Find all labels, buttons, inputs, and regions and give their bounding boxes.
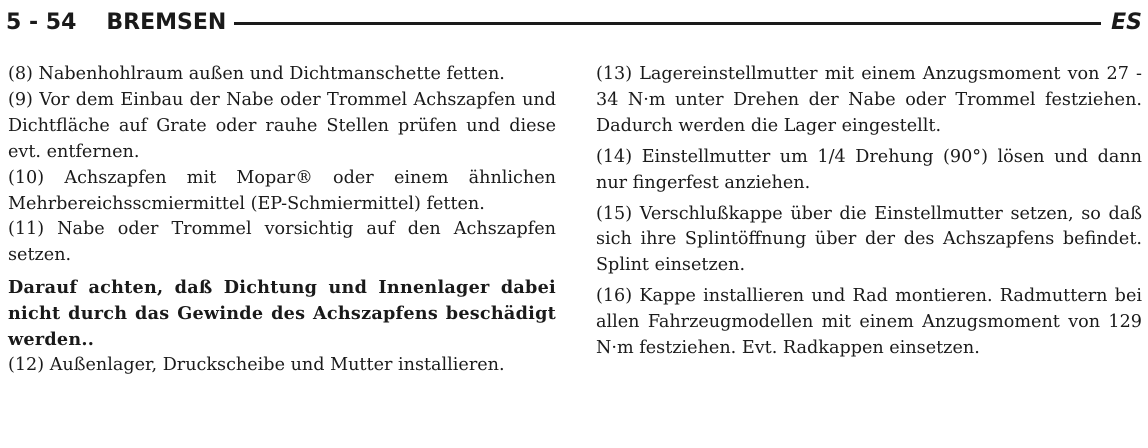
section-code: ES [1111,9,1142,35]
step-10: (10) Achszapfen mit Mopar® oder einem ähnlichen Mehrbereichsscmiermittel (EP-Schmiermittel) fetten. [8,167,556,214]
step-14: (14) Einstellmutter um 1/4 Drehung (90°) lösen und dann nur fingerfest anziehen. [596,146,1142,193]
step-16: (16) Kappe installieren und Rad montieren. Radmuttern bei allen Fahrzeugmodellen mit einem Anzugsmoment von 129 N·m festziehen. Evt. Radkappen einsetzen. [596,286,1142,359]
step-12: (12) Außenlager, Druckscheibe und Mutter installieren. [8,354,505,375]
left-column [8,62,556,379]
step-13: (13) Lagereinstellmutter mit einem Anzugsmoment von 27 - 34 N·m unter Drehen der Nabe oder Trommel festziehen. Dadurch werden die Lager eingestellt. [596,64,1142,136]
step-11: (11) Nabe oder Trommel vorsichtig auf den Achszapfen setzen. [8,219,556,266]
right-column [596,62,1142,362]
caution-note: Darauf achten, daß Dichtung und Innenlager dabei nicht durch das Gewinde des Achszapfens beschädigt werden.. [8,277,556,351]
page-header [6,4,1142,40]
page-number: 5 - 54 [6,9,77,35]
step-9: (9) Vor dem Einbau der Nabe oder Trommel Achszapfen und Dichtfläche auf Grate oder rauhe Stellen prüfen und diese evt. entfernen. [8,89,556,162]
step-15: (15) Verschlußkappe über die Einstellmutter setzen, so daß sich ihre Splintöffnung über der des Achszapfens befindet. Splint einsetzen. [596,203,1142,276]
step-8: (8) Nabenhohlraum außen und Dichtmanschette fetten. [8,64,505,84]
section-title: BREMSEN [106,9,227,35]
header-rule [234,22,1101,25]
